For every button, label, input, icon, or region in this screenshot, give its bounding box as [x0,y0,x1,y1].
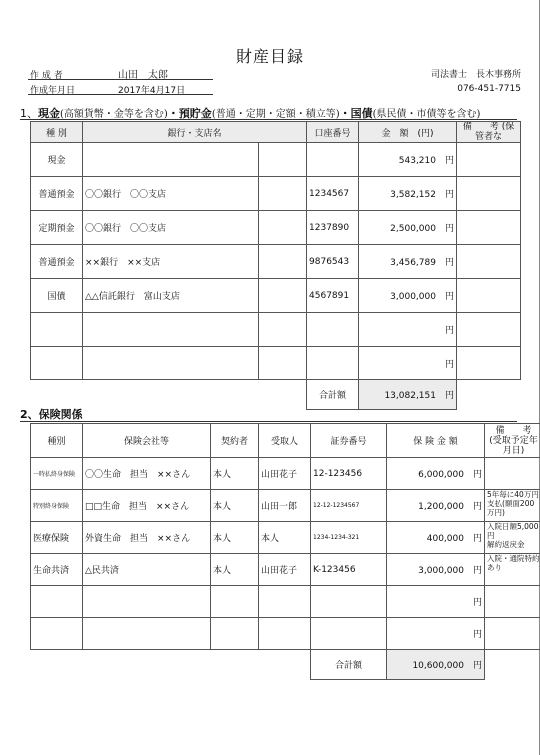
assets-col-type: 種 別 [31,122,83,143]
asset-blank [259,177,307,211]
assets-header-row [31,122,521,143]
ins-amount: 6,000,000 円 [387,458,485,490]
section1-part-cash-note: (高額貨幣・金等を含む) [60,109,168,120]
section2-title: 保険関係 [38,408,83,421]
ins-col-recipient: 受取人 [259,424,311,458]
office-info [431,68,521,96]
asset-account: 1234567 [307,177,359,211]
asset-blank [259,313,307,347]
section1-rule [20,119,517,120]
ins-policy [311,586,387,618]
asset-account [307,313,359,347]
ins-col-amount: 保 険 金 額 [387,424,485,458]
table-row [31,313,521,347]
asset-bank [83,347,259,380]
table-row [31,554,540,586]
asset-amount: 543,210 円 [359,143,457,177]
asset-account: 1237890 [307,211,359,245]
date-label: 作成年月日 [30,86,76,96]
author-underline [28,79,213,80]
ins-note: 入院日額5,000円 解約返戻金 [485,522,540,554]
ins-recipient: 山田一郎 [259,490,311,522]
ins-company: 〇〇生命 担当 ××さん [83,458,211,490]
asset-note [457,211,521,245]
office-name: 司法書士 長木事務所 [430,70,521,80]
table-row [31,458,540,490]
asset-bank [83,313,259,347]
ins-amount: 円 [387,618,485,650]
table-row [31,586,540,618]
asset-blank [259,211,307,245]
ins-contractor [211,618,259,650]
ins-col-company: 保険会社等 [83,424,211,458]
ins-type [31,618,83,650]
asset-account: 9876543 [307,245,359,279]
ins-recipient: 山田花子 [259,458,311,490]
ins-contractor [211,586,259,618]
ins-note [485,618,540,650]
asset-bank: 〇〇銀行 〇〇支店 [83,177,259,211]
date-underline [28,94,213,95]
insurance-total-amount: 10,600,000 円 [387,650,485,680]
ins-company [83,618,211,650]
asset-note [457,245,521,279]
ins-type [31,586,83,618]
asset-type: 普通預金 [31,245,83,279]
table-row [31,490,540,522]
ins-recipient [259,618,311,650]
ins-contractor: 本人 [211,490,259,522]
ins-recipient [259,586,311,618]
ins-note [485,458,540,490]
ins-policy [311,618,387,650]
ins-amount: 400,000 円 [387,522,485,554]
asset-amount: 2,500,000 円 [359,211,457,245]
section2-heading [20,406,83,422]
asset-type: 定期預金 [31,211,83,245]
ins-recipient: 本人 [259,522,311,554]
asset-blank [259,245,307,279]
ins-company [83,586,211,618]
asset-bank: △△信託銀行 富山支店 [83,279,259,313]
ins-policy: 12-123456 [311,458,387,490]
asset-blank [259,279,307,313]
asset-type: 普通預金 [31,177,83,211]
asset-type [31,347,83,380]
section2-rule [20,421,517,422]
insurance-total-label: 合計額 [311,650,387,680]
assets-table [30,121,521,410]
asset-bank: ××銀行 ××支店 [83,245,259,279]
ins-contractor: 本人 [211,522,259,554]
assets-col-account: 口座番号 [307,122,359,143]
ins-amount: 1,200,000 円 [387,490,485,522]
section1-part-deposit: ・預貯金 [167,107,212,120]
section1-part-bond-note: (県民債・市債等を含む) [372,109,481,120]
asset-type [31,313,83,347]
asset-blank [259,347,307,380]
ins-company: △民共済 [83,554,211,586]
author-name: 山田 太郎 [118,70,168,81]
assets-total-label: 合計額 [307,380,359,410]
asset-note [457,143,521,177]
ins-type: 医療保険 [31,522,83,554]
table-row [31,522,540,554]
ins-contractor: 本人 [211,554,259,586]
ins-recipient: 山田花子 [259,554,311,586]
asset-bank [83,143,259,177]
section1-part-deposit-note: (普通・定期・定額・積立等) [211,109,340,120]
asset-type: 現金 [31,143,83,177]
ins-col-note: 備 考 (受取予定年 月日) [485,424,540,458]
ins-type: 特別終身保険 [31,490,83,522]
asset-type: 国債 [31,279,83,313]
section1-prefix: 1、 [20,107,38,120]
asset-account [307,143,359,177]
asset-amount: 3,582,152 円 [359,177,457,211]
table-row [31,618,540,650]
table-row [31,347,521,380]
section2-prefix: 2、 [20,408,39,421]
assets-total-row [31,380,521,410]
section1-part-cash: 現金 [38,107,60,120]
ins-policy: 1234-1234-321 [311,522,387,554]
ins-note [485,586,540,618]
ins-policy: K-123456 [311,554,387,586]
table-row [31,211,521,245]
author-label: 作 成 者 [30,71,63,81]
asset-amount: 円 [359,313,457,347]
asset-amount: 3,456,789 円 [359,245,457,279]
ins-amount: 3,000,000 円 [387,554,485,586]
insurance-header-row [31,424,540,458]
asset-amount: 円 [359,347,457,380]
asset-account: 4567891 [307,279,359,313]
asset-bank: 〇〇銀行 〇〇支店 [83,211,259,245]
ins-company: □□生命 担当 ××さん [83,490,211,522]
ins-amount: 円 [387,586,485,618]
table-row [31,143,521,177]
table-row [31,245,521,279]
assets-col-bank: 銀行・支店名 [83,122,307,143]
asset-note [457,177,521,211]
asset-note [457,347,521,380]
ins-col-type: 種別 [31,424,83,458]
ins-col-contractor: 契約者 [211,424,259,458]
ins-policy: 12-12-1234567 [311,490,387,522]
date-value: 2017年4月17日 [118,86,186,96]
asset-note [457,313,521,347]
assets-col-note: 備 考 (保管者な [457,122,521,143]
asset-blank [259,143,307,177]
ins-note: 5年毎に40万円支払(額面200万円) [485,490,540,522]
page-title: 財産目録 [235,47,304,66]
assets-total-amount: 13,082,151 円 [359,380,457,410]
section1-part-bond: ・国債 [339,107,373,120]
table-row [31,177,521,211]
asset-note [457,279,521,313]
insurance-table [30,423,540,680]
table-row [31,279,521,313]
ins-company: 外資生命 担当 ××さん [83,522,211,554]
ins-col-policy: 証券番号 [311,424,387,458]
assets-col-amount: 金 額 (円) [359,122,457,143]
ins-contractor: 本人 [211,458,259,490]
asset-amount: 3,000,000 円 [359,279,457,313]
ins-type: 一時払終身保険 [31,458,83,490]
office-phone: 076-451-7715 [457,84,521,94]
ins-type: 生命共済 [31,554,83,586]
asset-account [307,347,359,380]
ins-note: 入院・通院特約あり [485,554,540,586]
insurance-total-row [31,650,540,680]
